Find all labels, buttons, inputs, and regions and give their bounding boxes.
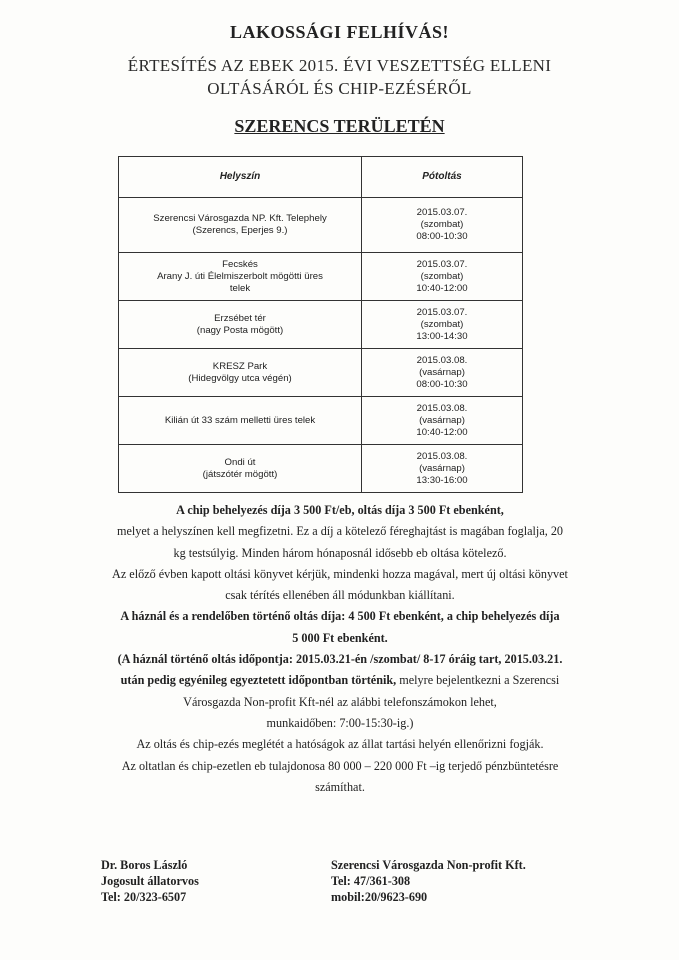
table-row [119,253,523,301]
location-cell [119,198,362,253]
location-line: Arany J. úti Élelmiszerbolt mögötti üres [157,270,323,282]
fee-line: A chip behelyezés díja 3 500 Ft/eb, oltás díja 3 500 Ft ebenként, [176,503,504,517]
company-name: Szerencsi Városgazda Non-profit Kft. [331,858,526,872]
time-line: 2015.03.07. [416,306,468,318]
table-row [119,198,523,253]
location-line: KRESZ Park [212,360,268,372]
notice-subtitle-line2: OLTÁSÁRÓL ÉS CHIP-EZÉSÉRŐL [207,79,472,98]
location-line: Ondi út [224,456,256,468]
location-line: Kilián út 33 szám melletti üres telek [164,414,316,426]
notice-body [40,500,640,798]
time-line: (vasárnap) [419,462,465,474]
home-date-line1: (A háznál történő oltás időpontja: 2015.03.21-én /szombat/ 8-17 óráig tart, 2015.03.21. [117,652,563,667]
column-header-time: Pótoltás [362,157,523,198]
vet-title: Jogosult állatorvos [101,874,199,888]
location-line: Szerencsi Városgazda NP. Kft. Telephely [153,213,327,224]
time-cell [362,301,523,349]
table-row [119,445,523,493]
company-phone: Tel: 47/361-308 [331,874,411,888]
time-cell [362,349,523,397]
location-line: (Hidegvölgy utca végén) [188,372,292,384]
penalty-line2: számíthat. [315,779,365,794]
time-line: (szombat) [420,270,464,282]
table-row [119,397,523,445]
time-line: 13:00-14:30 [416,330,468,342]
time-line: 08:00-10:30 [416,378,468,390]
home-date-line3: Városgazda Non-profit Kft-nél az alábbi telefonszámokon lehet, [183,694,497,709]
schedule-table [118,156,523,493]
company-mobile: mobil:20/9623-690 [331,890,428,904]
column-header-place: Helyszín [119,157,362,198]
time-cell [362,198,523,253]
location-cell [119,397,362,445]
location-line: Fecskés [222,258,258,270]
fee-detail-line1: melyet a helyszínen kell megfizetni. Ez a díj a kötelező féreghajtást is magában foglalja, 20 [116,524,564,539]
time-cell [362,445,523,493]
location-line: telek [229,282,251,294]
region-heading: SZERENCS TERÜLETÉN [234,116,445,136]
vet-phone: Tel: 20/323-6507 [101,890,187,904]
time-line: 2015.03.07. [416,207,468,218]
time-line: 2015.03.08. [416,450,468,462]
time-line: (vasárnap) [419,414,465,426]
home-fee-line2: 5 000 Ft ebenként. [292,630,388,645]
time-line: 08:00-10:30 [416,231,468,242]
location-cell [119,349,362,397]
time-line: (vasárnap) [419,366,465,378]
penalty-line1: Az oltatlan és chip-ezetlen eb tulajdonosa 80 000 – 220 000 Ft –ig terjedő pénzbüntetésre [121,758,559,773]
location-line: Erzsébet tér [214,312,266,324]
table-header-row [119,157,523,198]
location-line: (játszótér mögött) [202,468,278,480]
time-line: (szombat) [420,219,464,230]
time-line: 10:40-12:00 [416,426,468,438]
signature-company [331,857,526,905]
home-fee-line1: A háznál és a rendelőben történő oltás díja: 4 500 Ft ebenként, a chip behelyezés díja [120,609,560,624]
notice-title: LAKOSSÁGI FELHÍVÁS! [229,22,450,42]
signature-vet [101,857,199,905]
table-row [119,301,523,349]
time-line: (szombat) [420,318,464,330]
home-date-line4: munkaidőben: 7:00-15:30-ig.) [266,715,414,730]
location-line: (Szerencs, Eperjes 9.) [192,225,288,236]
booklet-line2: csak térítés ellenében áll módunkban kiállítani. [225,588,455,603]
booklet-line1: Az előző évben kapott oltási könyvet kérjük, mindenki hozza magával, mert új oltási könyvet [112,566,568,581]
time-cell [362,397,523,445]
location-cell [119,301,362,349]
time-line: 13:30-16:00 [416,474,468,486]
time-line: 2015.03.07. [416,258,468,270]
fee-detail-line2: kg testsúlyig. Minden három hónaposnál idősebb eb oltása kötelező. [173,545,507,560]
vet-name: Dr. Boros László [101,858,188,872]
time-line: 2015.03.08. [416,402,468,414]
time-cell [362,253,523,301]
location-cell [119,445,362,493]
notice-subtitle-line1: ÉRTESÍTÉS AZ EBEK 2015. ÉVI VESZETTSÉG ELLENI [127,56,552,75]
location-cell [119,253,362,301]
home-date-line2: után pedig egyénileg egyeztetett időpontban történik, melyre bejelentkezni a Szerencsi [120,673,560,688]
time-line: 2015.03.08. [416,354,468,366]
inspection-line: Az oltás és chip-ezés meglétét a hatóságok az állat tartási helyén ellenőrizni fogják. [136,737,544,752]
table-row [119,349,523,397]
location-line: (nagy Posta mögött) [196,324,284,336]
time-line: 10:40-12:00 [416,282,468,294]
